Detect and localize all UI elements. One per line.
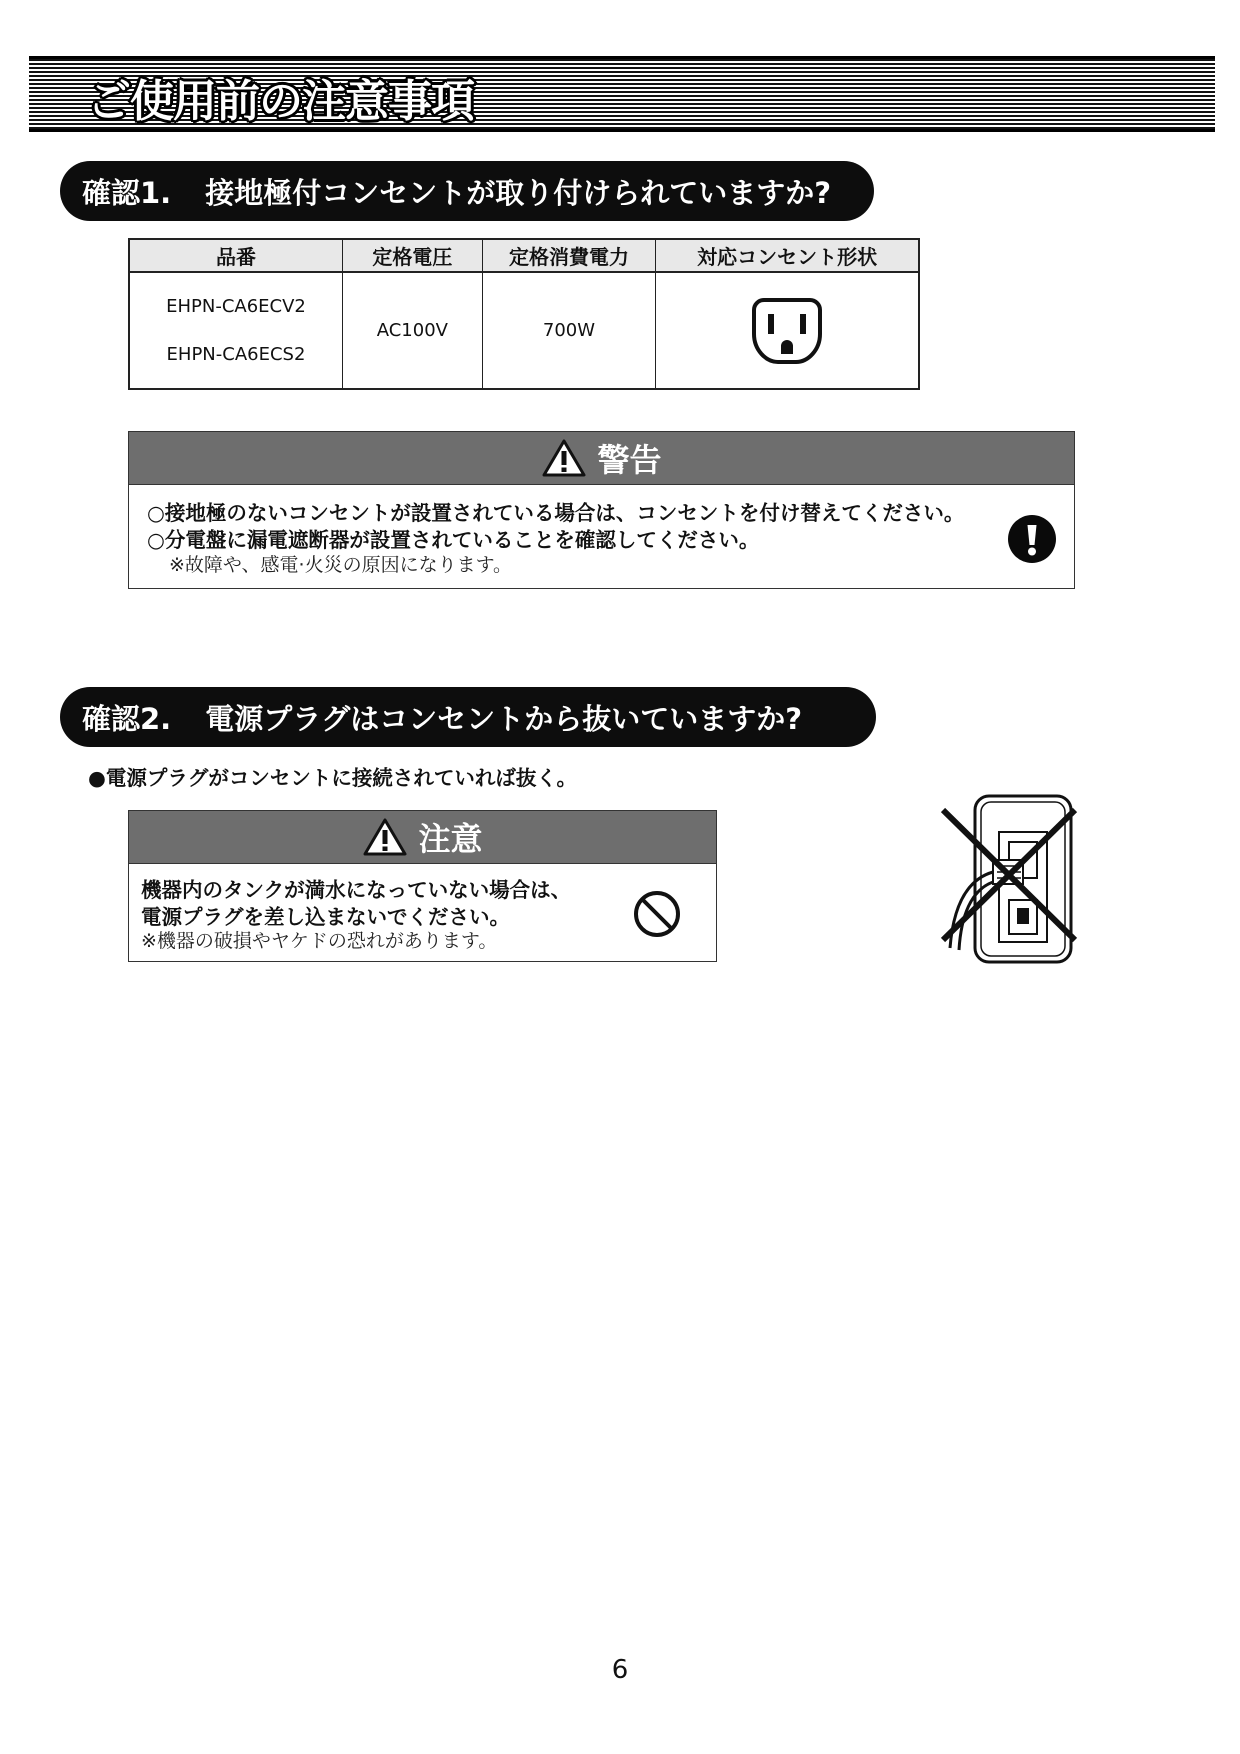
title-banner [29, 56, 1215, 132]
unplug-instruction: ●電源プラグがコンセントに接続されていれば抜く。 [88, 766, 577, 790]
check2-heading [60, 687, 876, 747]
warning-note: ※故障や、感電·火災の原因になります。 [169, 554, 513, 576]
caution-header [129, 811, 716, 864]
model-number: EHPN-CA6ECS2 [166, 343, 306, 365]
warning-line: ○接地極のないコンセントが設置されている場合は、コンセントを付け替えてください。 [147, 501, 965, 525]
mandatory-action-icon [1007, 514, 1057, 564]
check1-label: 確認1. [82, 175, 172, 210]
header-model: 品番 [129, 239, 342, 272]
page-title: ご使用前の注意事項 [87, 76, 474, 127]
caution-box [128, 810, 717, 962]
check2-label: 確認2. [82, 701, 172, 736]
warning-line: ○分電盤に漏電遮断器が設置されていることを確認してください。 [147, 528, 760, 552]
caution-triangle-icon [362, 817, 408, 857]
prohibition-icon [632, 889, 682, 939]
check1-question: 接地極付コンセントが取り付けられていますか? [205, 175, 832, 210]
cell-models [129, 272, 342, 389]
warning-title: 警告 [597, 441, 662, 479]
spec-table [128, 238, 920, 390]
caution-title: 注意 [418, 820, 483, 858]
cell-voltage: AC100V [342, 272, 482, 389]
check2-question: 電源プラグはコンセントから抜いていますか? [205, 701, 803, 736]
check1-heading [60, 161, 874, 221]
caution-line: 電源プラグを差し込まないでください。 [141, 905, 510, 929]
warning-box [128, 431, 1075, 589]
header-outlet-shape: 対応コンセント形状 [656, 239, 919, 272]
caution-line: 機器内のタンクが満水になっていない場合は、 [141, 878, 572, 902]
model-number: EHPN-CA6ECV2 [166, 295, 306, 317]
cell-power: 700W [482, 272, 656, 389]
warning-triangle-icon [541, 438, 587, 478]
cell-outlet [656, 272, 919, 389]
caution-note: ※機器の破損やヤケドの恐れがあります。 [141, 930, 498, 952]
no-plug-illustration [935, 790, 1085, 970]
warning-header [129, 432, 1074, 485]
page-number: 6 [611, 1655, 629, 1685]
grounded-outlet-icon [752, 298, 822, 364]
header-voltage: 定格電圧 [342, 239, 482, 272]
header-power: 定格消費電力 [482, 239, 656, 272]
